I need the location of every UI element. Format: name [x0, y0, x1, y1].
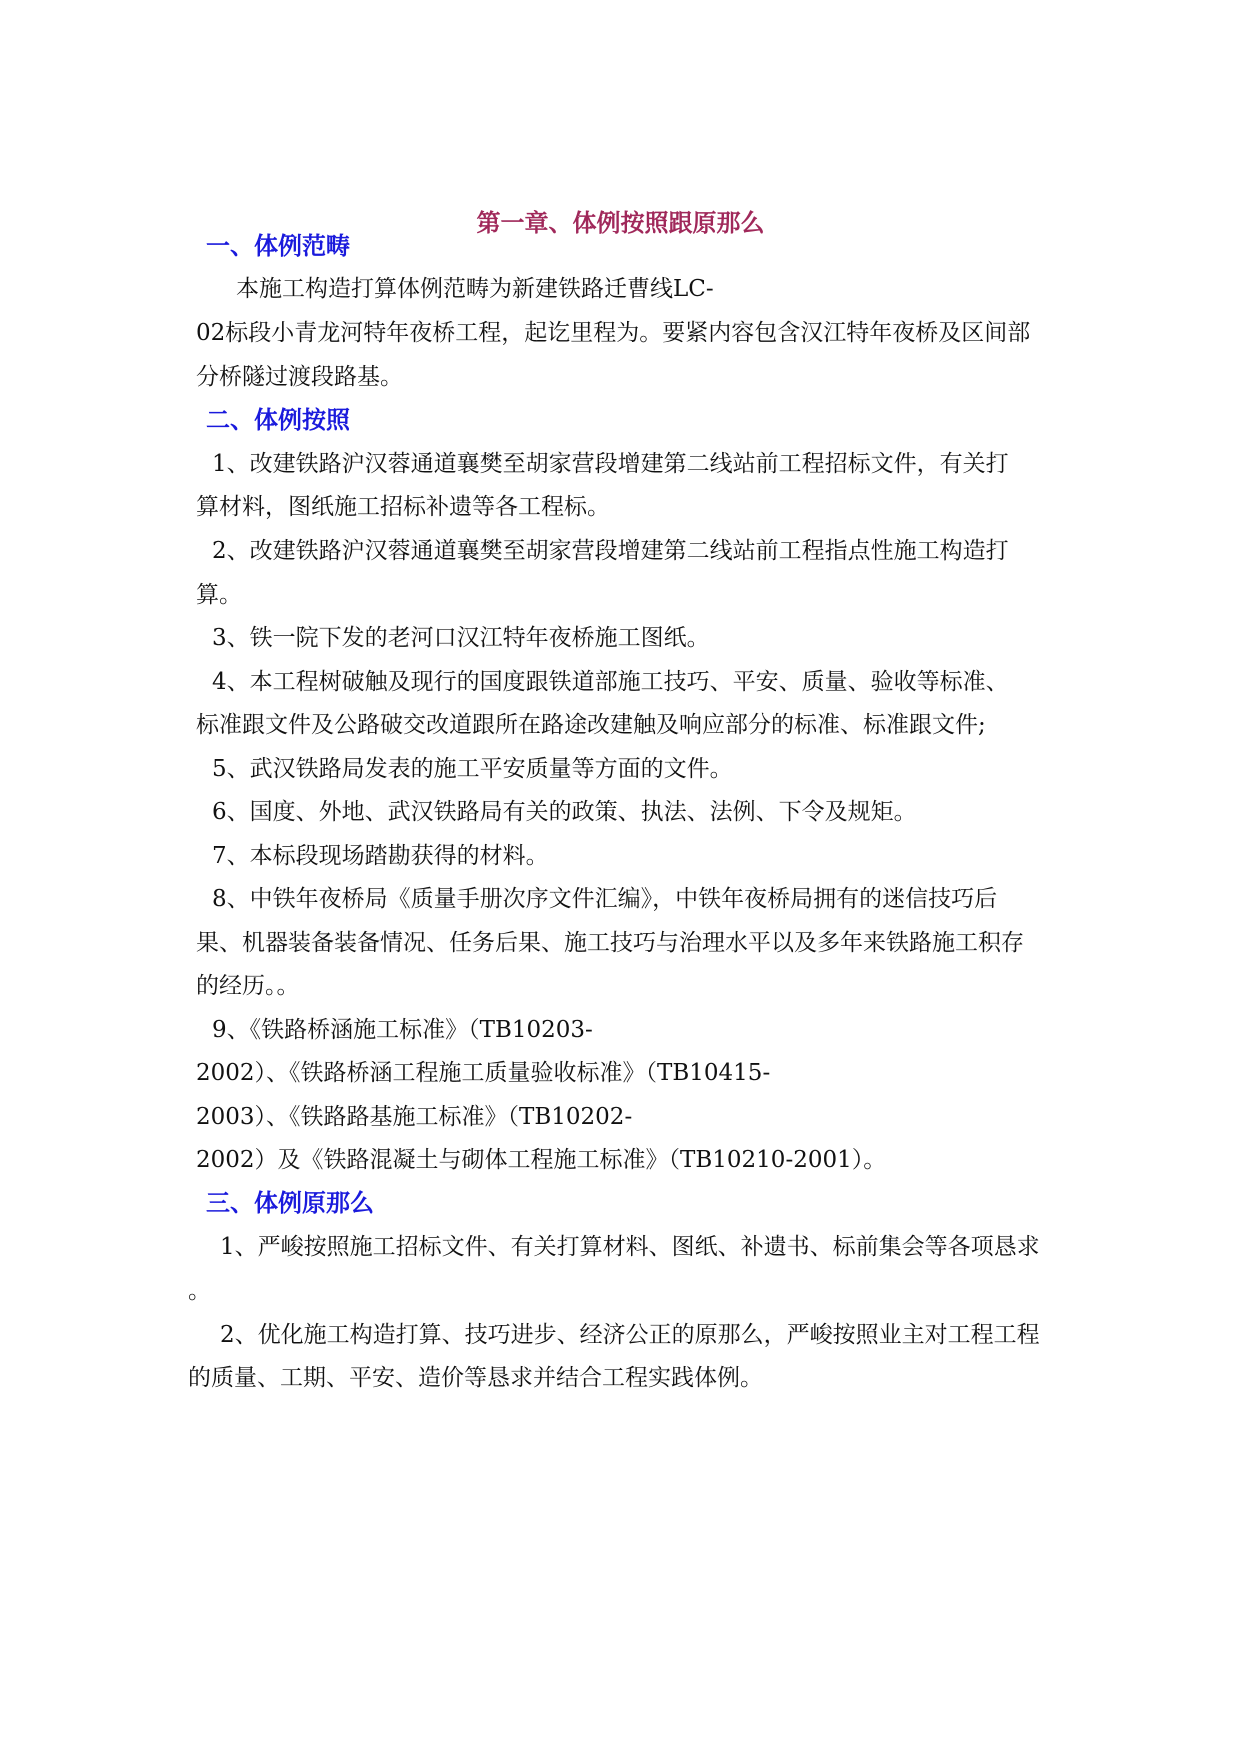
paragraph-line: 3、铁一院下发的老河口汉江特年夜桥施工图纸。 [212, 625, 710, 651]
paragraph-line: 02标段小青龙河特年夜桥工程，起讫里程为。要紧内容包含汉江特年夜桥及区间部 [196, 320, 1031, 346]
paragraph-line: 9、《铁路桥涵施工标准》（TB10203- [212, 1017, 593, 1043]
section-heading-basis: 二、体例按照 [206, 406, 350, 434]
paragraph-line: 2003）、《铁路路基施工标准》（TB10202- [196, 1104, 633, 1130]
paragraph-line: 5、武汉铁路局发表的施工平安质量等方面的文件。 [212, 756, 733, 782]
paragraph-line: 2002）、《铁路桥涵工程施工质量验收标准》（TB10415- [196, 1060, 771, 1086]
paragraph-line: 标准跟文件及公路破交改道跟所在路途改建触及响应部分的标准、标准跟文件; [196, 712, 986, 738]
paragraph-line: 的经历。。 [196, 973, 300, 999]
paragraph-line: 2、改建铁路沪汉蓉通道襄樊至胡家营段增建第二线站前工程指点性施工构造打 [212, 538, 1009, 564]
paragraph-line: 7、本标段现场踏勘获得的材料。 [212, 843, 549, 869]
paragraph-line: 。 [188, 1278, 211, 1304]
paragraph-line: 6、国度、外地、武汉铁路局有关的政策、执法、法例、下令及规矩。 [212, 799, 917, 825]
section-heading-scope: 一、体例范畴 [206, 232, 350, 260]
paragraph-line: 2002）及《铁路混凝土与砌体工程施工标准》（TB10210-2001）。 [196, 1147, 887, 1173]
paragraph-line: 1、严峻按照施工招标文件、有关打算材料、图纸、补遗书、标前集会等各项恳求 [220, 1234, 1040, 1260]
paragraph-line: 算。 [196, 582, 242, 608]
paragraph-line: 的质量、工期、平安、造价等恳求并结合工程实践体例。 [188, 1365, 763, 1391]
paragraph-line: 果、机器装备装备情况、任务后果、施工技巧与治理水平以及多年来铁路施工积存 [196, 930, 1024, 956]
paragraph-line: 8、中铁年夜桥局《质量手册次序文件汇编》，中铁年夜桥局拥有的迷信技巧后 [212, 886, 998, 912]
paragraph-line: 算材料，图纸施工招标补遗等各工程标。 [196, 494, 610, 520]
paragraph-line: 4、本工程树破触及现行的国度跟铁道部施工技巧、平安、质量、验收等标准、 [212, 669, 1009, 695]
paragraph-line: 本施工构造打算体例范畴为新建铁路迁曹线LC- [236, 276, 714, 302]
chapter-title: 第一章、体例按照跟原那么 [476, 209, 765, 237]
paragraph-line: 2、优化施工构造打算、技巧进步、经济公正的原那么，严峻按照业主对工程工程 [220, 1322, 1040, 1348]
section-heading-principles: 三、体例原那么 [206, 1189, 374, 1217]
paragraph-line: 分桥隧过渡段路基。 [196, 364, 403, 390]
paragraph-line: 1、改建铁路沪汉蓉通道襄樊至胡家营段增建第二线站前工程招标文件，有关打 [212, 451, 1009, 477]
